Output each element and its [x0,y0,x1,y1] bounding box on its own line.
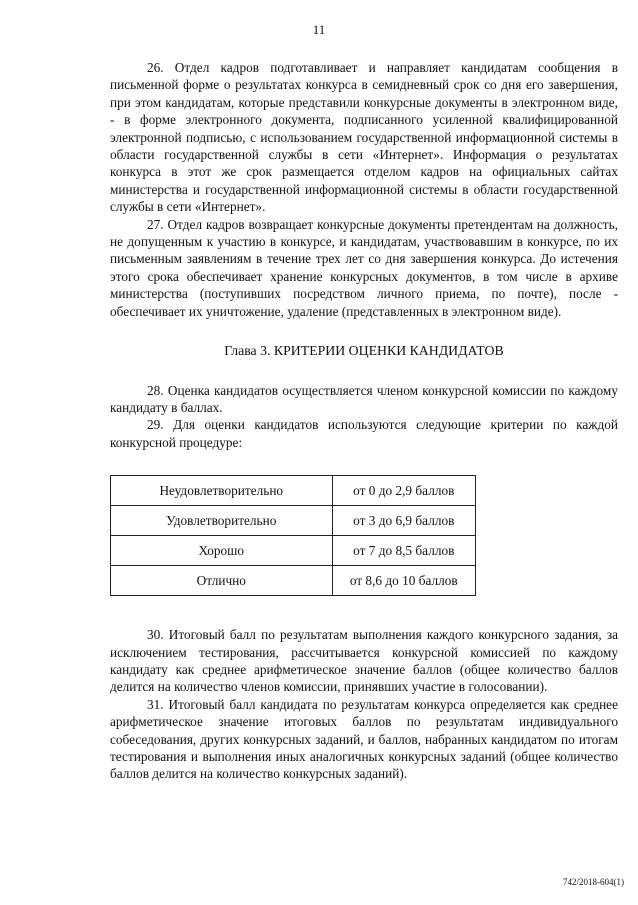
range-cell: от 7 до 8,5 баллов [332,536,475,566]
range-cell: от 8,6 до 10 баллов [332,566,475,596]
range-cell: от 0 до 2,9 баллов [332,476,475,506]
document-code: 742/2018-604(1) [563,877,624,887]
chapter-title: Глава 3. КРИТЕРИИ ОЦЕНКИ КАНДИДАТОВ [224,343,504,359]
table-row [111,506,476,536]
paragraph-27: 27. Отдел кадров возвращает конкурсные документы претендентам на должность, не допущенным к участию в конкурсе, и кандидатам, участвовавшим в конкурсе, по их письменным заявлениям в течение трех лет со дня завершения конкурса. До истечения этого срока обеспечивает хранение конкурсных документов, в том числе в архиве министерства (поступивших посредством личного приема, по почте), после - обеспечивает их уничтожение, удаление (представленных в электронном виде). [110,216,618,319]
table-row [111,476,476,506]
rating-cell: Хорошо [111,536,333,566]
paragraph-30: 30. Итоговый балл по результатам выполнения каждого конкурсного задания, за исключением тестирования, рассчитывается конкурсной комиссией по каждому кандидату как среднее арифметическое значение баллов (общее количество баллов делится на количество членов комиссии, принявших участие в голосовании). [110,627,618,695]
criteria-table [110,475,476,596]
rating-cell: Отлично [111,566,333,596]
document-body [110,59,618,783]
table-row [111,536,476,566]
paragraph-26: 26. Отдел кадров подготавливает и направляет кандидатам сообщения в письменной форме о результатах конкурса в семидневный срок со дня его завершения, при этом кандидатам, которые представили конкурсные документы в электронном виде, - в форме электронного документа, подписанного усиленной квалифицированной электронной подписью, с использованием государственной информационной системы в области государственной службы в сети «Интернет». Информация о результатах конкурса в этот же срок размещается отделом кадров на официальных сайтах министерства и государственной информационной системы в области государственной службы в сети «Интернет». [110,60,618,215]
paragraph-29: 29. Для оценки кандидатов используются следующие критерии по каждой конкурсной процедуре: [110,417,618,450]
rating-cell: Удовлетворительно [111,506,333,536]
paragraph-31: 31. Итоговый балл кандидата по результатам конкурса определяется как среднее арифметическое значение итоговых баллов по результатам индивидуального собеседования, других конкурсных заданий, и баллов, набранных кандидатом по итогам тестирования и выполнения иных аналогичных конкурсных заданий (общее количество баллов делится на количество конкурсных заданий). [110,696,618,782]
paragraph-28: 28. Оценка кандидатов осуществляется членом конкурсной комиссии по каждому кандидату в баллах. [110,382,618,415]
page-number: 11 [312,22,326,37]
table-row [111,566,476,596]
rating-cell: Неудовлетворительно [111,476,333,506]
range-cell: от 3 до 6,9 баллов [332,506,475,536]
